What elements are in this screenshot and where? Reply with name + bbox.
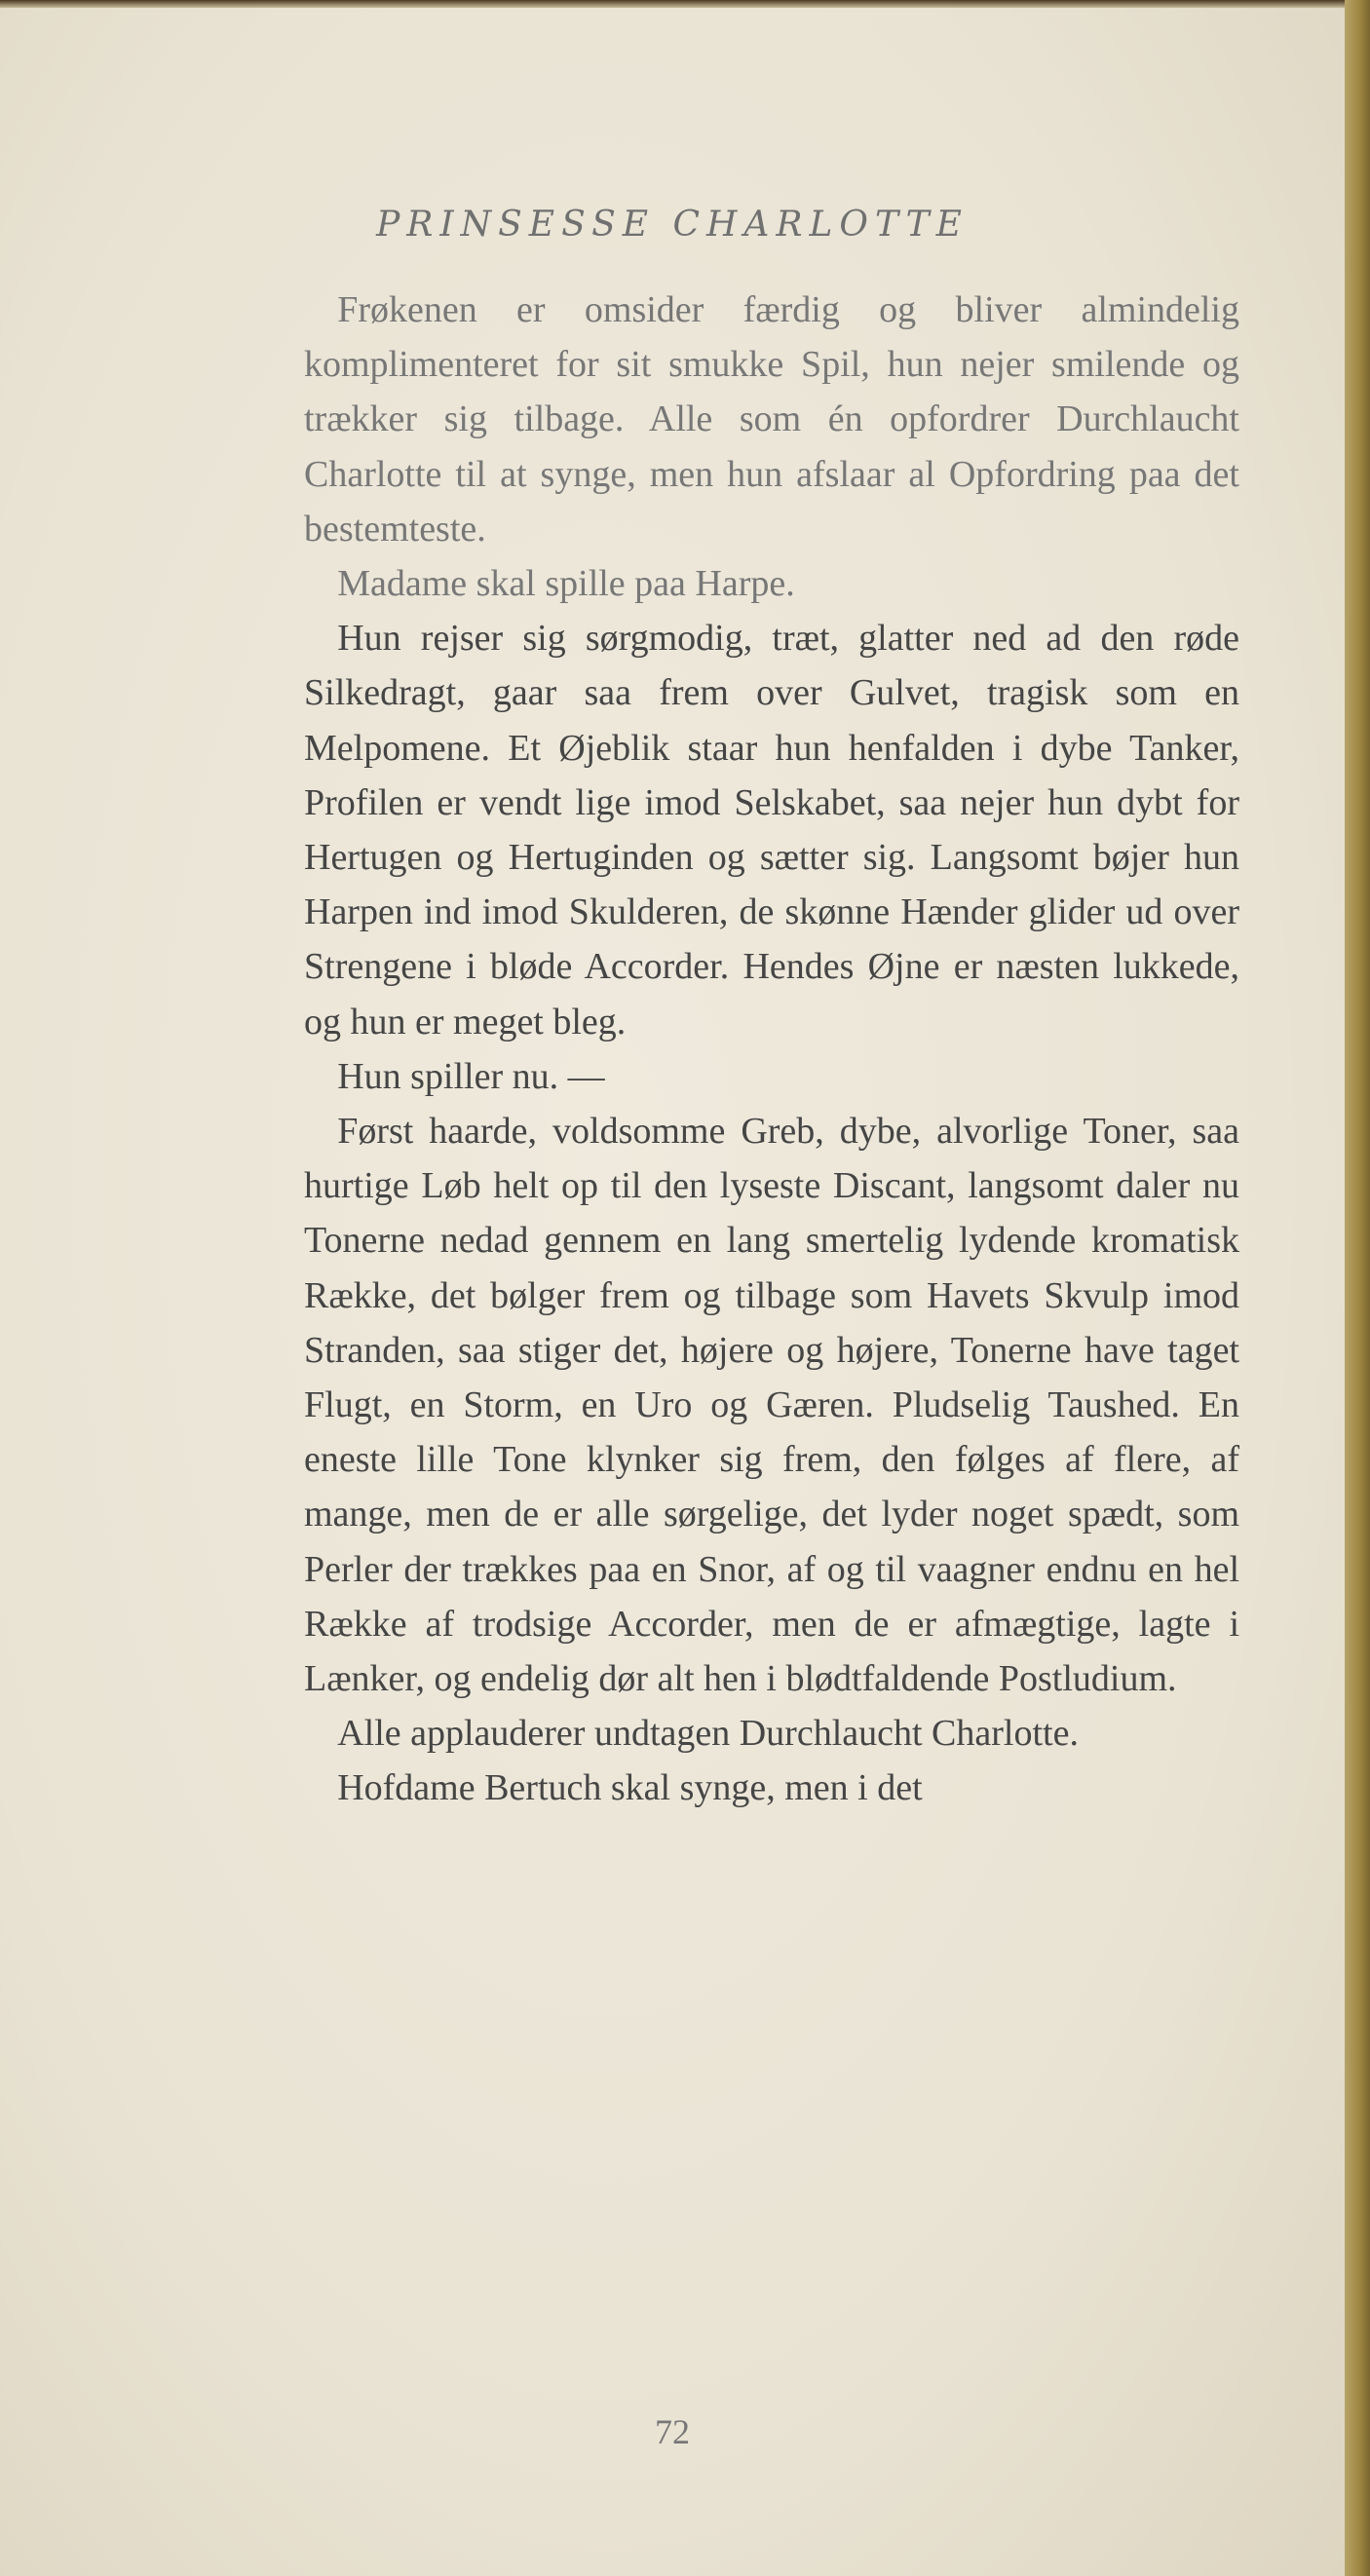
paragraph: Hun spiller nu. — (337, 1055, 605, 1097)
paragraph: Madame skal spille paa Harpe. (337, 563, 795, 605)
paragraph: Alle applauderer undtagen Durchlaucht Charlotte. (337, 1713, 1079, 1755)
running-title: PRINSESSE CHARLOTTE (376, 205, 969, 245)
paragraph: Hofdame Bertuch skal synge, men i det (337, 1767, 923, 1809)
paragraph: Hun rejser sig sørgmodig, træt, glatter ned ad den røde Silkedragt, gaar saa frem over Gulvet, tragisk som en Melpomene. Et Øjeblik staar hun henfalden i dybe Tanker, Profilen er vendt lige imod Selskabet, saa nejer hun dybt for Hertugen og Hertuginden og sætter sig. Langsomt bøjer hun Harpen ind imod Skulderen, de skønne Hænder glider ud over Strengene i bløde Accorder. Hendes Øjne er næsten lukkede, og hun er meget bleg. (304, 618, 1239, 1042)
page-number: 72 (655, 2412, 690, 2451)
paragraph: Frøkenen er omsider færdig og bliver almindelig komplimenteret for sit smukke Spil, hun nejer smilende og trækker sig tilbage. Alle som én opfordrer Durchlaucht Charlotte til at synge, men hun afslaar al Opfordring paa det bestemteste. (304, 289, 1239, 549)
body-text (304, 283, 1239, 1816)
page-top-edge (0, 0, 1370, 8)
paragraph: Først haarde, voldsomme Greb, dybe, alvorlige Toner, saa hurtige Løb helt op til den lyseste Discant, langsomt daler nu Tonerne nedad gennem en lang smertelig lydende kromatisk Række, det bølger frem og tilbage som Havets Skvulp imod Stranden, saa stiger det, højere og højere, Tonerne have taget Flugt, en Storm, en Uro og Gæren. Pludselig Taushed. En eneste lille Tone klynker sig frem, den følges af flere, af mange, men de er alle sørgelige, det lyder noget spædt, som Perler der trækkes paa en Snor, af og til vaagner endnu en hel Række af trodsige Accorder, men de er afmægtige, lagte i Lænker, og endelig dør alt hen i blødtfaldende Postludium. (304, 1111, 1239, 1700)
book-spine-edge (1345, 0, 1370, 2576)
